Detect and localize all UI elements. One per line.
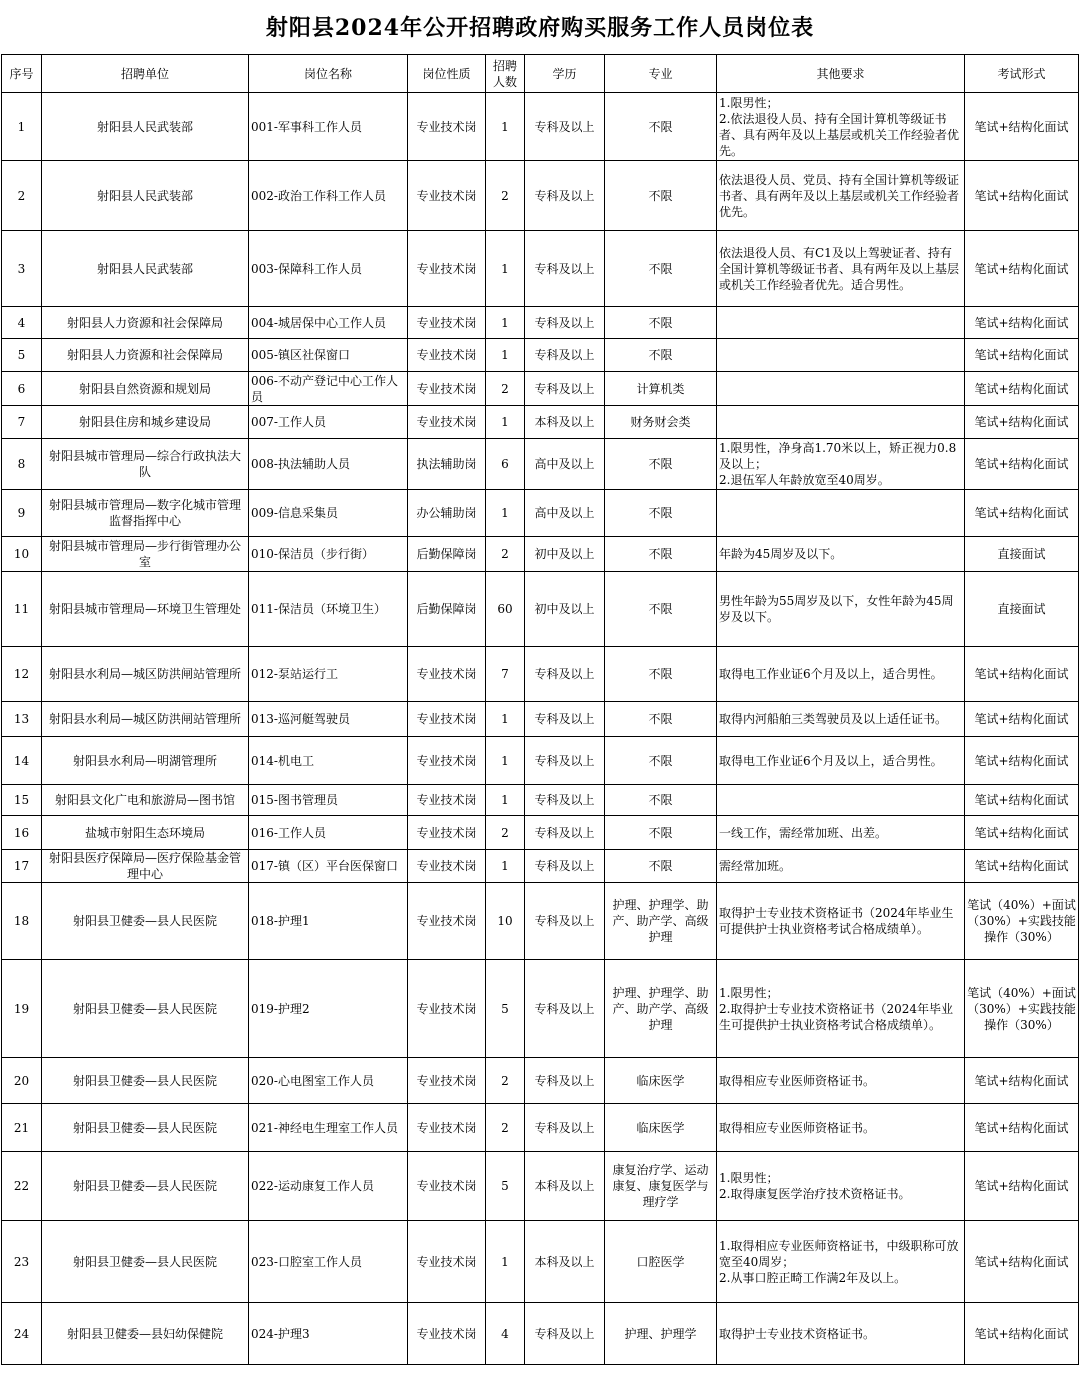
- cell-exam: 笔试+结构化面试: [965, 647, 1079, 702]
- table-row: [2, 1303, 1079, 1365]
- cell-unit: 射阳县卫健委—县人民医院: [42, 960, 249, 1058]
- cell-exam: 笔试+结构化面试: [965, 816, 1079, 850]
- cell-count: 1: [486, 93, 525, 161]
- cell-major: 不限: [605, 307, 717, 339]
- cell-major: 护理、护理学: [605, 1303, 717, 1365]
- table-row: [2, 850, 1079, 883]
- cell-other: 男性年龄为55周岁及以下，女性年龄为45周岁及以下。: [717, 572, 965, 647]
- cell-edu: 专科及以上: [525, 1303, 605, 1365]
- cell-major: 不限: [605, 439, 717, 490]
- cell-post: 003-保障科工作人员: [249, 231, 408, 307]
- cell-no: 23: [2, 1221, 42, 1303]
- cell-other: 年龄为45周岁及以下。: [717, 537, 965, 572]
- cell-no: 21: [2, 1104, 42, 1152]
- cell-post: 012-泵站运行工: [249, 647, 408, 702]
- cell-other: 1.限男性，净身高1.70米以上，矫正视力0.8及以上； 2.退伍军人年龄放宽至40周岁。: [717, 439, 965, 490]
- header-unit: 招聘单位: [42, 55, 249, 93]
- cell-other: [717, 339, 965, 372]
- cell-post: 017-镇（区）平台医保窗口: [249, 850, 408, 883]
- cell-nature: 后勤保障岗: [408, 572, 486, 647]
- cell-nature: 专业技术岗: [408, 883, 486, 960]
- cell-major: 不限: [605, 490, 717, 537]
- cell-unit: 射阳县水利局—城区防洪闸站管理所: [42, 702, 249, 737]
- cell-major: 不限: [605, 737, 717, 785]
- cell-exam: 笔试+结构化面试: [965, 439, 1079, 490]
- cell-exam: 笔试+结构化面试: [965, 231, 1079, 307]
- cell-unit: 射阳县自然资源和规划局: [42, 372, 249, 406]
- cell-count: 2: [486, 372, 525, 406]
- cell-nature: 专业技术岗: [408, 960, 486, 1058]
- cell-post: 005-镇区社保窗口: [249, 339, 408, 372]
- cell-count: 4: [486, 1303, 525, 1365]
- cell-nature: 专业技术岗: [408, 1221, 486, 1303]
- cell-post: 020-心电图室工作人员: [249, 1058, 408, 1104]
- cell-major: 不限: [605, 785, 717, 816]
- table-row: [2, 1104, 1079, 1152]
- cell-other: [717, 406, 965, 439]
- cell-exam: 笔试+结构化面试: [965, 785, 1079, 816]
- cell-edu: 专科及以上: [525, 307, 605, 339]
- cell-edu: 专科及以上: [525, 883, 605, 960]
- cell-post: 016-工作人员: [249, 816, 408, 850]
- table-row: [2, 737, 1079, 785]
- cell-unit: 射阳县水利局—明湖管理所: [42, 737, 249, 785]
- table-row: [2, 537, 1079, 572]
- cell-count: 2: [486, 816, 525, 850]
- cell-other: 取得护士专业技术资格证书（2024年毕业生可提供护士执业资格考试合格成绩单）。: [717, 883, 965, 960]
- cell-post: 009-信息采集员: [249, 490, 408, 537]
- cell-post: 002-政治工作科工作人员: [249, 161, 408, 231]
- cell-exam: 笔试+结构化面试: [965, 93, 1079, 161]
- cell-major: 护理、护理学、助产、助产学、高级护理: [605, 960, 717, 1058]
- cell-no: 20: [2, 1058, 42, 1104]
- cell-count: 2: [486, 1104, 525, 1152]
- cell-unit: 射阳县水利局—城区防洪闸站管理所: [42, 647, 249, 702]
- table-row: [2, 406, 1079, 439]
- cell-post: 018-护理1: [249, 883, 408, 960]
- header-nature: 岗位性质: [408, 55, 486, 93]
- cell-major: 口腔医学: [605, 1221, 717, 1303]
- cell-other: 取得护士专业技术资格证书。: [717, 1303, 965, 1365]
- cell-major: 不限: [605, 816, 717, 850]
- table-row: [2, 785, 1079, 816]
- cell-major: 康复治疗学、运动康复、康复医学与理疗学: [605, 1152, 717, 1221]
- cell-count: 1: [486, 850, 525, 883]
- cell-exam: 笔试（40%）+面试（30%）+实践技能操作（30%）: [965, 883, 1079, 960]
- cell-major: 护理、护理学、助产、助产学、高级护理: [605, 883, 717, 960]
- cell-other: 取得相应专业医师资格证书。: [717, 1104, 965, 1152]
- cell-count: 10: [486, 883, 525, 960]
- cell-edu: 专科及以上: [525, 1104, 605, 1152]
- cell-unit: 射阳县人民武装部: [42, 231, 249, 307]
- cell-no: 3: [2, 231, 42, 307]
- cell-count: 7: [486, 647, 525, 702]
- cell-major: 不限: [605, 231, 717, 307]
- cell-unit: 射阳县卫健委—县人民医院: [42, 1152, 249, 1221]
- cell-unit: 射阳县人民武装部: [42, 93, 249, 161]
- cell-major: 不限: [605, 572, 717, 647]
- cell-count: 1: [486, 785, 525, 816]
- cell-edu: 专科及以上: [525, 785, 605, 816]
- cell-no: 17: [2, 850, 42, 883]
- cell-nature: 专业技术岗: [408, 372, 486, 406]
- cell-count: 1: [486, 339, 525, 372]
- page-title: 射阳县2024年公开招聘政府购买服务工作人员岗位表: [265, 15, 815, 41]
- cell-edu: 专科及以上: [525, 1058, 605, 1104]
- table-row: [2, 883, 1079, 960]
- cell-no: 5: [2, 339, 42, 372]
- cell-post: 010-保洁员（步行街）: [249, 537, 408, 572]
- cell-edu: 专科及以上: [525, 647, 605, 702]
- cell-major: 不限: [605, 647, 717, 702]
- cell-unit: 射阳县城市管理局—环境卫生管理处: [42, 572, 249, 647]
- cell-other: [717, 372, 965, 406]
- table-row: [2, 960, 1079, 1058]
- cell-no: 14: [2, 737, 42, 785]
- cell-edu: 专科及以上: [525, 737, 605, 785]
- cell-no: 18: [2, 883, 42, 960]
- cell-count: 2: [486, 1058, 525, 1104]
- cell-unit: 射阳县卫健委—县人民医院: [42, 1221, 249, 1303]
- cell-edu: 专科及以上: [525, 161, 605, 231]
- cell-exam: 笔试+结构化面试: [965, 1104, 1079, 1152]
- cell-count: 1: [486, 490, 525, 537]
- header-post: 岗位名称: [249, 55, 408, 93]
- cell-nature: 专业技术岗: [408, 161, 486, 231]
- cell-exam: 直接面试: [965, 572, 1079, 647]
- cell-unit: 射阳县卫健委—县妇幼保健院: [42, 1303, 249, 1365]
- cell-count: 1: [486, 406, 525, 439]
- cell-major: 临床医学: [605, 1104, 717, 1152]
- cell-nature: 专业技术岗: [408, 1152, 486, 1221]
- cell-other: 取得电工作业证6个月及以上，适合男性。: [717, 737, 965, 785]
- cell-exam: 笔试+结构化面试: [965, 161, 1079, 231]
- cell-unit: 射阳县人民武装部: [42, 161, 249, 231]
- cell-nature: 专业技术岗: [408, 702, 486, 737]
- cell-other: 1.限男性； 2.取得康复医学治疗技术资格证书。: [717, 1152, 965, 1221]
- cell-nature: 专业技术岗: [408, 231, 486, 307]
- cell-no: 4: [2, 307, 42, 339]
- cell-unit: 射阳县卫健委—县人民医院: [42, 1104, 249, 1152]
- cell-nature: 专业技术岗: [408, 406, 486, 439]
- cell-no: 19: [2, 960, 42, 1058]
- cell-nature: 专业技术岗: [408, 339, 486, 372]
- cell-nature: 专业技术岗: [408, 1104, 486, 1152]
- cell-other: [717, 307, 965, 339]
- cell-count: 2: [486, 161, 525, 231]
- cell-major: 不限: [605, 850, 717, 883]
- cell-nature: 专业技术岗: [408, 850, 486, 883]
- cell-other: 取得相应专业医师资格证书。: [717, 1058, 965, 1104]
- cell-count: 2: [486, 537, 525, 572]
- cell-edu: 初中及以上: [525, 537, 605, 572]
- cell-exam: 笔试+结构化面试: [965, 1152, 1079, 1221]
- cell-exam: 笔试+结构化面试: [965, 1221, 1079, 1303]
- cell-major: 临床医学: [605, 1058, 717, 1104]
- cell-post: 004-城居保中心工作人员: [249, 307, 408, 339]
- table-row: [2, 339, 1079, 372]
- cell-post: 022-运动康复工作人员: [249, 1152, 408, 1221]
- cell-no: 8: [2, 439, 42, 490]
- cell-no: 24: [2, 1303, 42, 1365]
- cell-nature: 专业技术岗: [408, 816, 486, 850]
- table-row: [2, 439, 1079, 490]
- cell-nature: 专业技术岗: [408, 1303, 486, 1365]
- cell-count: 6: [486, 439, 525, 490]
- cell-unit: 射阳县人力资源和社会保障局: [42, 307, 249, 339]
- cell-major: 财务财会类: [605, 406, 717, 439]
- cell-unit: 射阳县文化广电和旅游局—图书馆: [42, 785, 249, 816]
- cell-other: 1.限男性； 2.取得护士专业技术资格证书（2024年毕业生可提供护士执业资格考试合格成绩单）。: [717, 960, 965, 1058]
- cell-no: 12: [2, 647, 42, 702]
- cell-exam: 笔试+结构化面试: [965, 1303, 1079, 1365]
- cell-other: 一线工作，需经常加班、出差。: [717, 816, 965, 850]
- cell-edu: 专科及以上: [525, 960, 605, 1058]
- cell-no: 10: [2, 537, 42, 572]
- cell-major: 不限: [605, 339, 717, 372]
- cell-other: 1.限男性； 2.依法退役人员、持有全国计算机等级证书者、具有两年及以上基层或机关工作经验者优先。: [717, 93, 965, 161]
- cell-exam: 笔试+结构化面试: [965, 490, 1079, 537]
- cell-count: 5: [486, 1152, 525, 1221]
- cell-other: [717, 490, 965, 537]
- cell-edu: 本科及以上: [525, 1152, 605, 1221]
- cell-other: 依法退役人员、有C1及以上驾驶证者、持有全国计算机等级证书者、具有两年及以上基层或机关工作经验者优先。适合男性。: [717, 231, 965, 307]
- cell-major: 不限: [605, 702, 717, 737]
- cell-exam: 笔试+结构化面试: [965, 307, 1079, 339]
- cell-no: 9: [2, 490, 42, 537]
- cell-unit: 射阳县卫健委—县人民医院: [42, 1058, 249, 1104]
- cell-unit: 射阳县城市管理局—综合行政执法大队: [42, 439, 249, 490]
- cell-other: 依法退役人员、党员、持有全国计算机等级证书者、具有两年及以上基层或机关工作经验者优先。: [717, 161, 965, 231]
- cell-edu: 专科及以上: [525, 93, 605, 161]
- cell-unit: 盐城市射阳生态环境局: [42, 816, 249, 850]
- table-row: [2, 231, 1079, 307]
- table-row: [2, 161, 1079, 231]
- cell-edu: 专科及以上: [525, 231, 605, 307]
- cell-major: 不限: [605, 161, 717, 231]
- table-row: [2, 307, 1079, 339]
- cell-exam: 笔试（40%）+面试（30%）+实践技能操作（30%）: [965, 960, 1079, 1058]
- cell-nature: 专业技术岗: [408, 647, 486, 702]
- header-other: 其他要求: [717, 55, 965, 93]
- table-row: [2, 816, 1079, 850]
- cell-no: 7: [2, 406, 42, 439]
- table-row: [2, 702, 1079, 737]
- cell-post: 015-图书管理员: [249, 785, 408, 816]
- cell-nature: 专业技术岗: [408, 785, 486, 816]
- cell-post: 006-不动产登记中心工作人员: [249, 372, 408, 406]
- header-edu: 学历: [525, 55, 605, 93]
- cell-count: 5: [486, 960, 525, 1058]
- cell-post: 008-执法辅助人员: [249, 439, 408, 490]
- cell-post: 023-口腔室工作人员: [249, 1221, 408, 1303]
- cell-other: 需经常加班。: [717, 850, 965, 883]
- cell-exam: 笔试+结构化面试: [965, 850, 1079, 883]
- cell-nature: 专业技术岗: [408, 93, 486, 161]
- cell-unit: 射阳县城市管理局—步行街管理办公室: [42, 537, 249, 572]
- cell-exam: 笔试+结构化面试: [965, 372, 1079, 406]
- cell-nature: 执法辅助岗: [408, 439, 486, 490]
- cell-other: 取得电工作业证6个月及以上，适合男性。: [717, 647, 965, 702]
- header-count: 招聘人数: [486, 55, 525, 93]
- cell-post: 024-护理3: [249, 1303, 408, 1365]
- table-row: [2, 647, 1079, 702]
- cell-edu: 专科及以上: [525, 339, 605, 372]
- header-no: 序号: [2, 55, 42, 93]
- cell-count: 1: [486, 702, 525, 737]
- cell-no: 15: [2, 785, 42, 816]
- cell-exam: 笔试+结构化面试: [965, 702, 1079, 737]
- cell-edu: 高中及以上: [525, 490, 605, 537]
- cell-nature: 办公辅助岗: [408, 490, 486, 537]
- cell-nature: 后勤保障岗: [408, 537, 486, 572]
- cell-nature: 专业技术岗: [408, 1058, 486, 1104]
- cell-no: 22: [2, 1152, 42, 1221]
- cell-nature: 专业技术岗: [408, 307, 486, 339]
- cell-edu: 初中及以上: [525, 572, 605, 647]
- header-row: [2, 55, 1079, 93]
- table-body: [2, 93, 1079, 1365]
- cell-no: 13: [2, 702, 42, 737]
- table-row: [2, 93, 1079, 161]
- cell-post: 014-机电工: [249, 737, 408, 785]
- cell-count: 1: [486, 307, 525, 339]
- cell-post: 001-军事科工作人员: [249, 93, 408, 161]
- cell-exam: 笔试+结构化面试: [965, 737, 1079, 785]
- cell-other: [717, 785, 965, 816]
- cell-count: 60: [486, 572, 525, 647]
- cell-edu: 专科及以上: [525, 850, 605, 883]
- positions-table: [1, 54, 1079, 1365]
- cell-unit: 射阳县住房和城乡建设局: [42, 406, 249, 439]
- cell-post: 019-护理2: [249, 960, 408, 1058]
- cell-count: 1: [486, 737, 525, 785]
- table-row: [2, 572, 1079, 647]
- cell-exam: 笔试+结构化面试: [965, 339, 1079, 372]
- header-major: 专业: [605, 55, 717, 93]
- table-row: [2, 1152, 1079, 1221]
- cell-edu: 本科及以上: [525, 1221, 605, 1303]
- cell-exam: 直接面试: [965, 537, 1079, 572]
- cell-exam: 笔试+结构化面试: [965, 406, 1079, 439]
- cell-post: 021-神经电生理室工作人员: [249, 1104, 408, 1152]
- table-row: [2, 372, 1079, 406]
- cell-unit: 射阳县医疗保障局—医疗保险基金管理中心: [42, 850, 249, 883]
- header-exam: 考试形式: [965, 55, 1079, 93]
- cell-unit: 射阳县人力资源和社会保障局: [42, 339, 249, 372]
- cell-count: 1: [486, 231, 525, 307]
- table-row: [2, 1058, 1079, 1104]
- table-row: [2, 1221, 1079, 1303]
- cell-edu: 高中及以上: [525, 439, 605, 490]
- table-row: [2, 490, 1079, 537]
- cell-other: 取得内河船舶三类驾驶员及以上适任证书。: [717, 702, 965, 737]
- cell-no: 6: [2, 372, 42, 406]
- cell-no: 16: [2, 816, 42, 850]
- cell-major: 计算机类: [605, 372, 717, 406]
- cell-post: 013-巡河艇驾驶员: [249, 702, 408, 737]
- cell-edu: 专科及以上: [525, 816, 605, 850]
- cell-no: 2: [2, 161, 42, 231]
- cell-edu: 本科及以上: [525, 406, 605, 439]
- cell-major: 不限: [605, 537, 717, 572]
- cell-no: 1: [2, 93, 42, 161]
- cell-exam: 笔试+结构化面试: [965, 1058, 1079, 1104]
- cell-edu: 专科及以上: [525, 702, 605, 737]
- cell-count: 1: [486, 1221, 525, 1303]
- cell-major: 不限: [605, 93, 717, 161]
- cell-unit: 射阳县卫健委—县人民医院: [42, 883, 249, 960]
- cell-nature: 专业技术岗: [408, 737, 486, 785]
- cell-post: 011-保洁员（环境卫生）: [249, 572, 408, 647]
- cell-unit: 射阳县城市管理局—数字化城市管理监督指挥中心: [42, 490, 249, 537]
- cell-no: 11: [2, 572, 42, 647]
- cell-post: 007-工作人员: [249, 406, 408, 439]
- cell-edu: 专科及以上: [525, 372, 605, 406]
- cell-other: 1.取得相应专业医师资格证书，中级职称可放宽至40周岁； 2.从事口腔正畸工作满2年及以上。: [717, 1221, 965, 1303]
